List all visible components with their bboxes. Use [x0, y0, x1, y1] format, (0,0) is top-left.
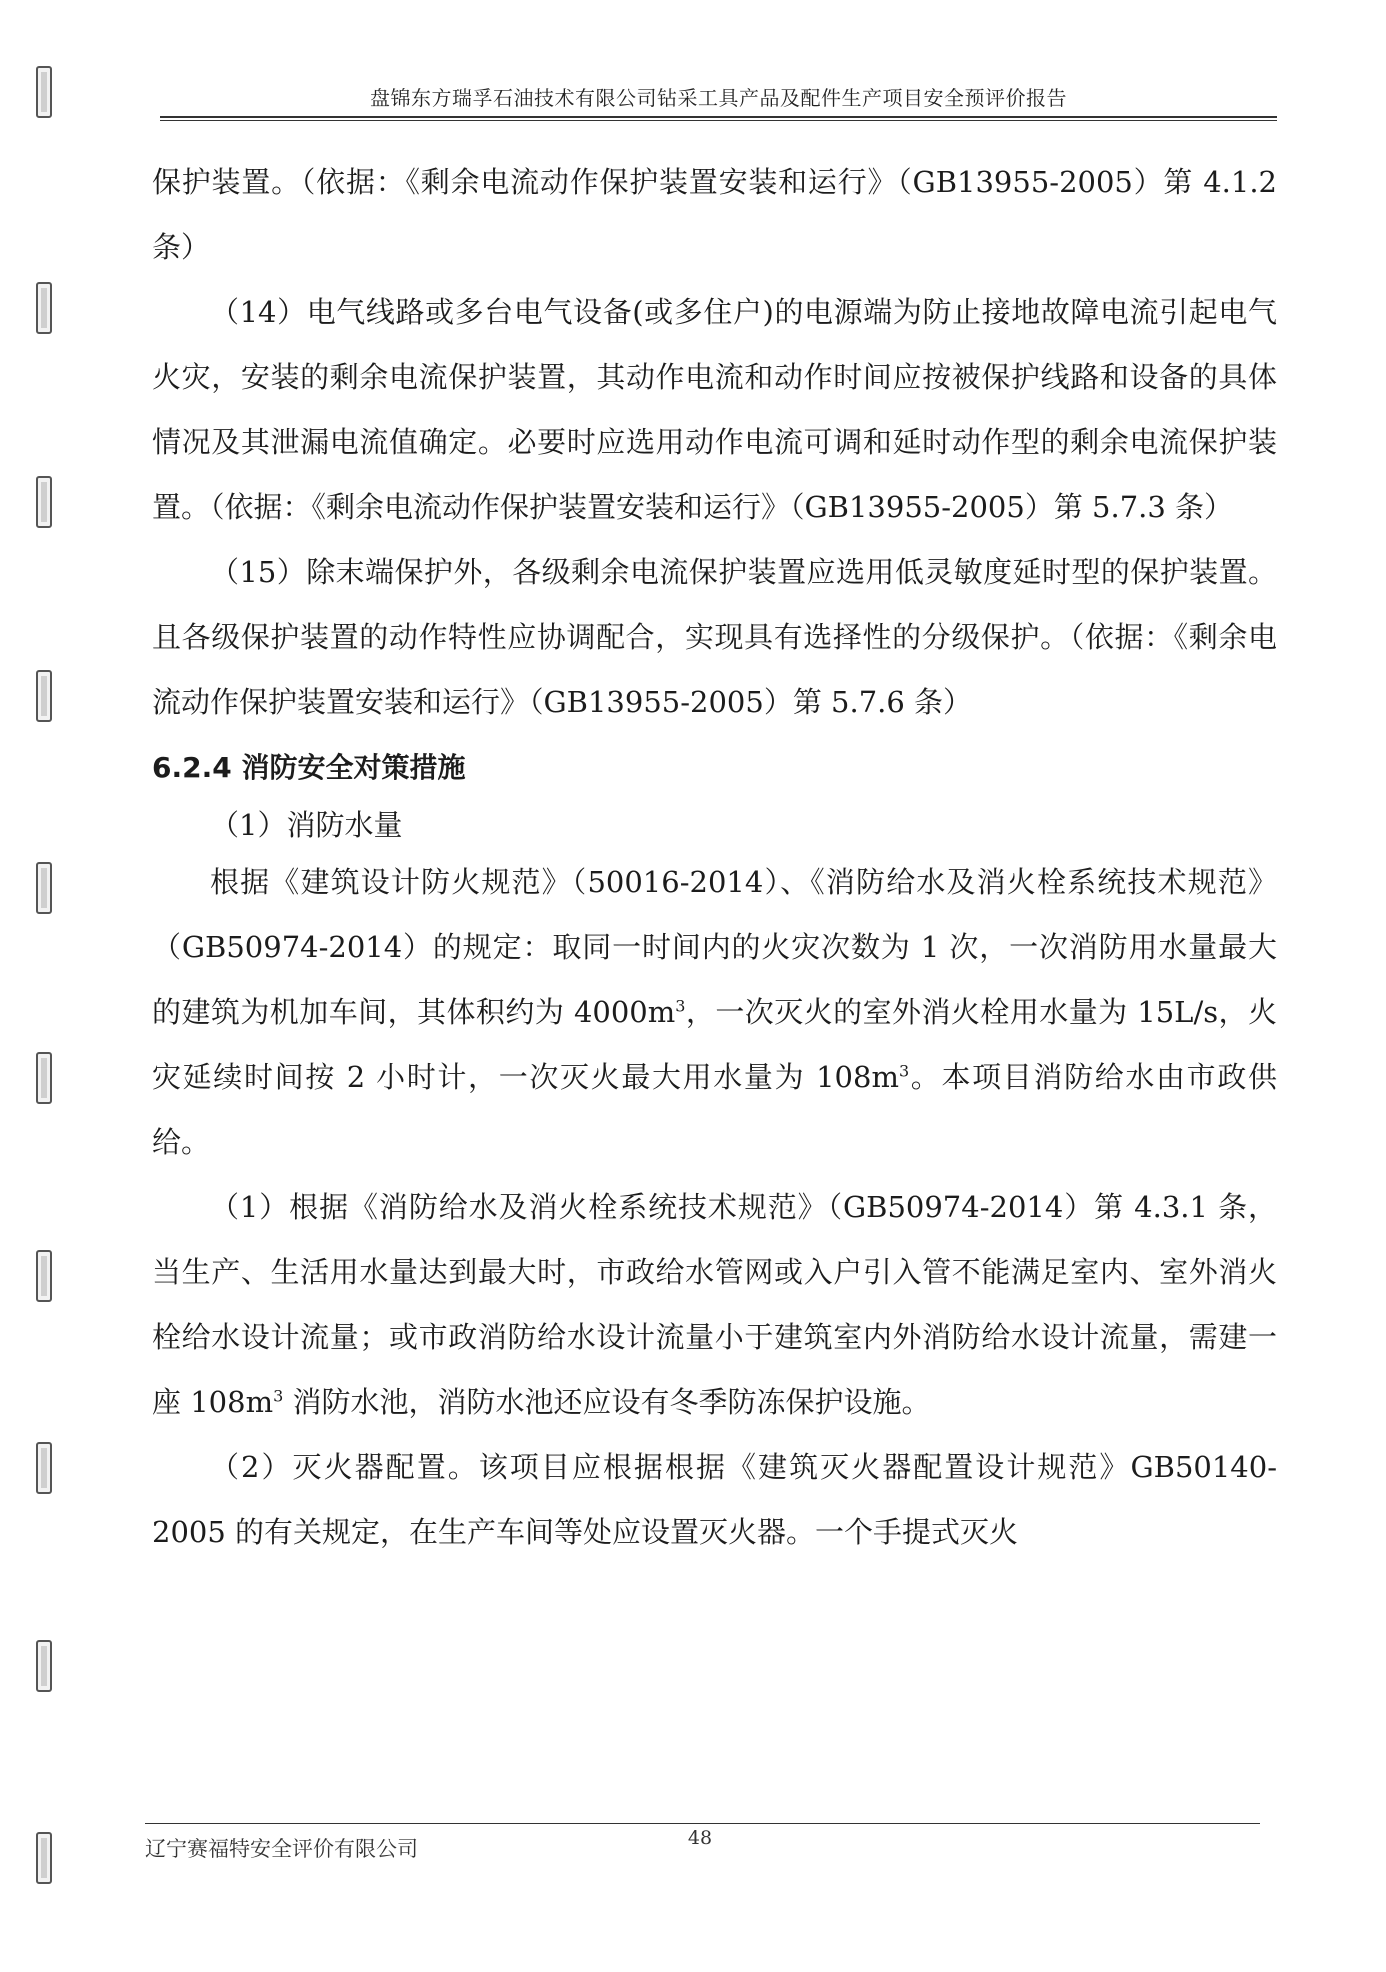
text-run: 消防水池，消防水池还应设有冬季防冻保护设施。 — [283, 1385, 931, 1419]
running-header: 盘锦东方瑞孚石油技术有限公司钻采工具产品及配件生产项目安全预评价报告 — [370, 86, 1067, 110]
superscript: 3 — [273, 1386, 284, 1406]
paragraph-extinguisher: （2）灭火器配置。该项目应根据根据《建筑灭火器配置设计规范》GB50140-2005 的有关规定，在生产车间等处应设置灭火器。一个手提式灭火 — [152, 1450, 1277, 1549]
superscript: 3 — [675, 996, 686, 1016]
binder-hole — [36, 1052, 52, 1104]
page-number: 48 — [687, 1827, 713, 1849]
binder-hole — [36, 1442, 52, 1494]
section-heading: 6.2.4 消防安全对策措施 — [152, 751, 466, 784]
binder-hole — [36, 66, 52, 118]
footer-rule — [145, 1823, 1260, 1824]
document-body — [152, 150, 1277, 1565]
binder-hole — [36, 670, 52, 722]
subheading-fire-water: （1）消防水量 — [210, 808, 403, 842]
text-run: 。本项目消防给水由市政供给。 — [152, 1060, 1277, 1159]
paragraph-item-14: （14）电气线路或多台电气设备(或多住户)的电源端为防止接地故障电流引起电气火灾，安装的剩余电流保护装置，其动作电流和动作时间应按被保护线路和设备的具体情况及其泄漏电流值确定。必要时应选用动作电流可调和延时动作型的剩余电流保护装置。（依据：《剩余电流动作保护装置安装和运行》（GB13955-2005）第 5.7.3 条） — [152, 295, 1277, 524]
header-rule — [160, 116, 1277, 121]
paragraph-item-15: （15）除末端保护外，各级剩余电流保护装置应选用低灵敏度延时型的保护装置。且各级保护装置的动作特性应协调配合，实现具有选择性的分级保护。（依据：《剩余电流动作保护装置安装和运行》（GB13955-2005）第 5.7.6 条） — [152, 555, 1277, 719]
superscript: 3 — [898, 1061, 910, 1081]
binder-hole — [36, 1640, 52, 1692]
paragraph-fire-water-volume — [152, 850, 1277, 1175]
binder-hole — [36, 1832, 52, 1884]
text-run: 根据《建筑设计防火规范》（50016-2014）、《消防给水及消火栓系统技术规范》（GB50974-2014）的规定：取同一时间内的火灾次数为 1 次，一次消防用水量最大的建筑为机加车间，其体积约为 4000m — [152, 865, 1277, 1029]
paragraph-continuation: 保护装置。（依据：《剩余电流动作保护装置安装和运行》（GB13955-2005）第 4.1.2 条） — [152, 165, 1277, 264]
paragraph-fire-pool — [152, 1175, 1277, 1435]
text-run: （1）根据《消防给水及消火栓系统技术规范》（GB50974-2014）第 4.3.1 条，当生产、生活用水量达到最大时，市政给水管网或入户引入管不能满足室内、室外消火栓给水设计流量；或市政消防给水设计流量小于建筑室内外消防给水设计流量，需建一座 108m — [152, 1190, 1277, 1419]
footer-company: 辽宁赛福特安全评价有限公司 — [145, 1837, 418, 1861]
binder-hole — [36, 282, 52, 334]
binder-hole — [36, 1250, 52, 1302]
binder-hole — [36, 476, 52, 528]
binder-hole — [36, 862, 52, 914]
text-run: ，一次灭火的室外消火栓用水量为 15L/s，火灾延续时间按 2 小时计，一次灭火最大用水量为 108m — [152, 995, 1277, 1094]
